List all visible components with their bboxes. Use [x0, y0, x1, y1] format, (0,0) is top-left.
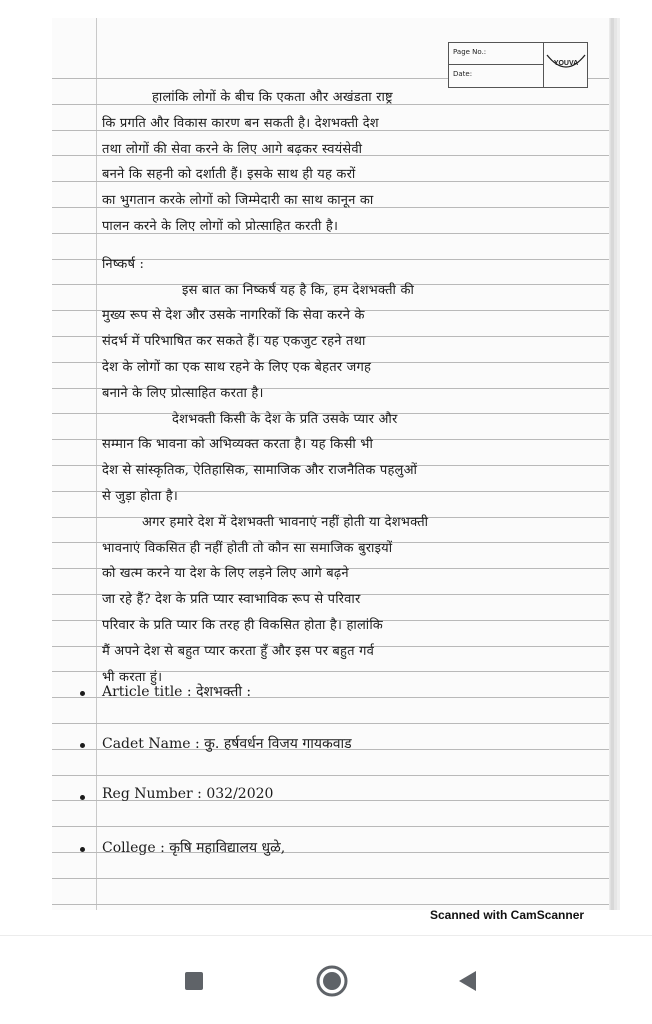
field-value: देशभक्ती :: [196, 684, 252, 700]
paragraph-line: संदर्भ में परिभाषित कर सकते हैं। यह एकजुट रहने तथा: [102, 334, 366, 350]
triangle-back-icon[interactable]: [448, 961, 488, 1001]
info-field: [102, 682, 251, 701]
ruled-line: [52, 878, 612, 879]
paragraph-line: से जुड़ा होता है।: [102, 489, 179, 504]
paragraph-line: मैं अपने देश से बहुत प्यार करता हुँ और इस पर बहुत गर्व: [102, 643, 375, 659]
paragraph-line: कि प्रगति और विकास कारण बन सकती है। देशभक्ती देश: [102, 115, 379, 131]
paragraph-line: परिवार के प्रति प्यार कि तरह ही विकसित होता है। हालांकि: [102, 618, 383, 633]
field-label: Cadet Name :: [102, 736, 200, 752]
scanned-notebook-page: [52, 18, 612, 910]
field-value: 032/2020: [206, 786, 274, 802]
field-label: Reg Number :: [102, 786, 202, 802]
paragraph-line: हालांकि लोगों के बीच कि एकता और अखंडता राष्ट्र: [152, 90, 393, 105]
paragraph-line: सम्मान कि भावना को अभिव्यक्त करता है। यह किसी भी: [102, 437, 374, 453]
field-label: Article title :: [102, 684, 192, 700]
paragraph-line: जा रहे हैं? देश के प्रति प्यार स्वाभाविक रूप से परिवार: [102, 592, 361, 608]
paragraph-line: बनने कि सहनी को दर्शाती हैं। इसके साथ ही यह करों: [102, 167, 356, 183]
bullet-dot: [80, 743, 85, 748]
bullet-dot: [80, 847, 85, 852]
field-value: कु. हर्षवर्धन विजय गायकवाड: [204, 736, 352, 752]
paragraph-line: का भुगतान करके लोगों को जिम्मेदारी का साथ कानून का: [102, 193, 374, 209]
paragraph-line: मुख्य रूप से देश और उसके नागरिकों कि सेवा करने के: [102, 308, 365, 324]
bullet-dot: [80, 795, 85, 800]
paragraph-line: देश से सांस्कृतिक, ऐतिहासिक, सामाजिक और राजनैतिक पहलुओं: [102, 463, 418, 479]
ruled-line: [52, 826, 612, 827]
paragraph-line: अगर हमारे देश में देशभक्ती भावनाएं नहीं होती या देशभक्ती: [142, 514, 429, 530]
margin-line: [96, 18, 97, 910]
info-field: [102, 838, 285, 857]
paragraph-line: इस बात का निष्कर्ष यह है कि, हम देशभक्ती की: [182, 282, 415, 298]
date-label: Date:: [453, 70, 473, 78]
camscanner-watermark: Scanned with CamScanner: [430, 908, 585, 922]
paragraph-line: देशभक्ती किसी के देश के प्रति उसके प्यार और: [172, 411, 398, 427]
section-heading: निष्कर्ष :: [102, 256, 145, 272]
info-field: [102, 734, 352, 753]
youva-logo-text: YOUVA: [553, 60, 579, 67]
ruled-line: [52, 775, 612, 776]
paragraph-line: भी करता हुं।: [102, 669, 163, 685]
paragraph-line: बनाने के लिए प्रोत्साहित करता है।: [102, 385, 264, 401]
square-icon[interactable]: [174, 961, 214, 1001]
paragraph-line: तथा लोगों की सेवा करने के लिए आगे बढ़कर स्वयंसेवी: [102, 141, 363, 157]
android-navigation-bar: [0, 935, 652, 1024]
field-label: College :: [102, 840, 165, 856]
page-stack-edge: [609, 18, 612, 910]
field-value: कृषि महाविद्यालय धुळे,: [169, 840, 286, 856]
pagebox-divider: [543, 43, 544, 87]
circle-icon[interactable]: [312, 961, 352, 1001]
youva-logo-icon: [545, 49, 587, 79]
paragraph-line: देश के लोगों का एक साथ रहने के लिए एक बेहतर जगह: [102, 360, 372, 375]
page-no-label: Page No.:: [449, 43, 543, 65]
ruled-line: [52, 904, 612, 905]
ruled-line: [52, 723, 612, 724]
paragraph-line: पालन करने के लिए लोगों को प्रोत्साहित करती है।: [102, 219, 339, 234]
paragraph-line: को खत्म करने या देश के लिए लड़ने लिए आगे बढ़ने: [102, 566, 349, 582]
info-field: [102, 786, 273, 802]
page-number-box: [448, 42, 588, 88]
bullet-dot: [80, 691, 85, 696]
paragraph-line: भावनाएं विकसित ही नहीं होती तो कौन सा समाजिक बुराइयों: [102, 540, 393, 556]
